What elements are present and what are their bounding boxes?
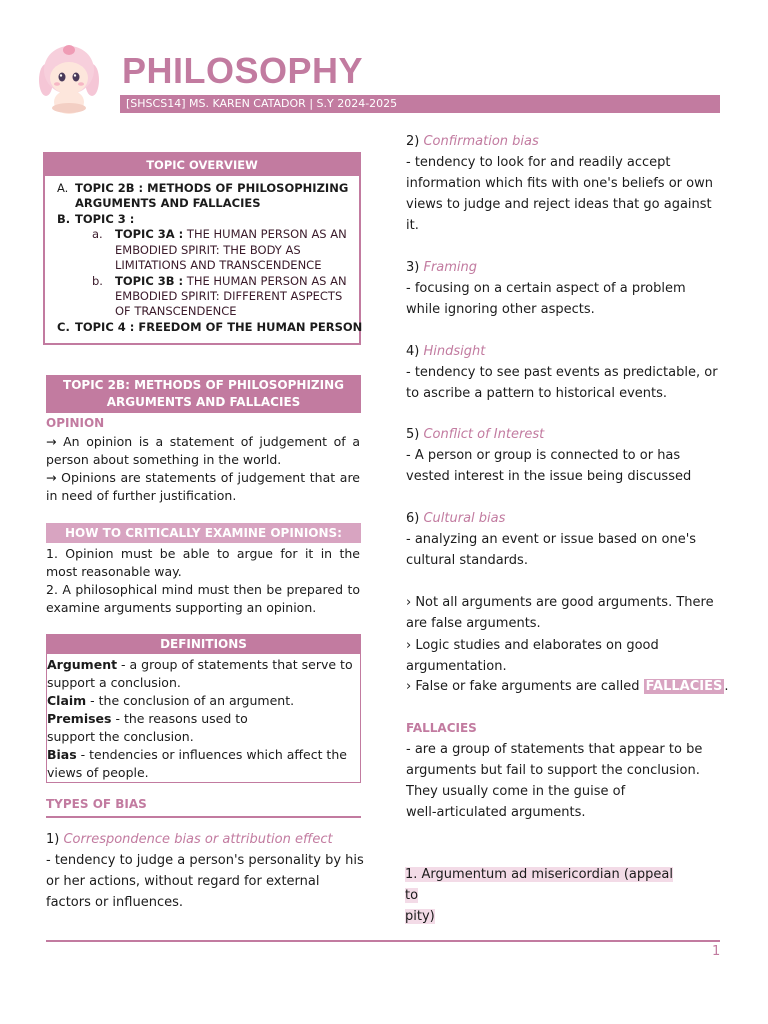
def-argument-text1: - a group of statements that serve to: [117, 657, 353, 672]
overview-b-text: TOPIC 3 :: [75, 212, 135, 226]
opinion-label: OPINION: [46, 416, 105, 430]
overview-bb-line1: [115, 274, 347, 290]
overview-a-marker: A.: [57, 181, 69, 195]
note-1-line1: › Not all arguments are good arguments. There: [406, 595, 714, 610]
examine-item-1: 1. Opinion must be able to argue for it in the most reasonable way.: [46, 546, 360, 579]
def-claim-term: Claim: [47, 693, 87, 708]
bias-6-desc1: - analyzing an event or issue based on one's: [406, 532, 697, 547]
bias-4-title: [406, 341, 485, 362]
bias-1-desc3: factors or influences.: [46, 895, 183, 910]
examine-heading: HOW TO CRITICALLY EXAMINE OPINIONS:: [46, 523, 361, 543]
overview-ba-bold: TOPIC 3A :: [115, 227, 184, 241]
bias-2-desc2: information which fits with one's beliefs or own: [406, 176, 713, 191]
bias-6-desc2: cultural standards.: [406, 553, 528, 568]
fallacies-desc2: arguments but fail to support the conclusion.: [406, 763, 700, 778]
def-premises-line2: support the conclusion.: [47, 729, 194, 744]
overview-c-text: TOPIC 4 : FREEDOM OF THE HUMAN PERSON: [75, 320, 363, 334]
bias-3-num: 3): [406, 260, 420, 275]
opinion-point-2: → Opinions are statements of judgement that are in need of further justification.: [46, 470, 360, 503]
note-2-line1: › Logic studies and elaborates on good: [406, 638, 659, 653]
fallacies-desc3: They usually come in the guise of: [406, 784, 626, 799]
bias-3-title: [406, 257, 477, 278]
bias-3-name: Framing: [423, 260, 478, 275]
bias-4-name: Hindsight: [423, 344, 486, 359]
def-claim-line: [47, 692, 294, 710]
bias-4-num: 4): [406, 344, 420, 359]
def-argument-line2: support a conclusion.: [47, 675, 181, 690]
bias-1-desc1: - tendency to judge a person's personality by his: [46, 853, 364, 868]
bias-6-title: [406, 508, 505, 529]
course-info-bar: [SHSCS14] MS. KAREN CATADOR | S.Y 2024-2025: [120, 95, 720, 113]
note-2-line2: argumentation.: [406, 659, 507, 674]
bias-divider: [46, 816, 361, 818]
bias-1-title: [46, 829, 333, 850]
overview-c-marker: C.: [57, 320, 70, 334]
bias-6-num: 6): [406, 511, 420, 526]
bias-1-name: Correspondence bias or attribution effect: [63, 832, 333, 847]
overview-ba-text1: THE HUMAN PERSON AS AN: [183, 227, 347, 241]
overview-b-marker: B.: [57, 212, 71, 226]
bias-3-desc1: - focusing on a certain aspect of a problem: [406, 281, 686, 296]
overview-ba-marker: a.: [92, 227, 103, 241]
definitions-box: [46, 634, 361, 783]
note-3-line: [406, 676, 728, 697]
bias-4-desc2: to ascribe a pattern to historical events.: [406, 386, 668, 401]
def-premises-line1: [47, 710, 248, 728]
note-3-text: › False or fake arguments are called: [406, 679, 644, 694]
fallacies-heading: FALLACIES: [406, 721, 477, 735]
bias-2-num: 2): [406, 134, 420, 149]
note-1-line2: are false arguments.: [406, 616, 541, 631]
mascot-bunny-icon: [34, 42, 104, 114]
def-bias-term: Bias: [47, 747, 77, 762]
bias-3-desc2: while ignoring other aspects.: [406, 302, 595, 317]
overview-a-line2: ARGUMENTS AND FALLACIES: [75, 196, 261, 210]
bias-2-desc3: views to judge and reject ideas that go against: [406, 197, 712, 212]
def-bias-text1: - tendencies or influences which affect the: [76, 747, 347, 762]
topic-overview-heading: TOPIC OVERVIEW: [45, 154, 359, 176]
overview-ba-line3: LIMITATIONS AND TRANSCENDENCE: [115, 258, 322, 272]
examine-item-2: 2. A philosophical mind must then be prepared to examine arguments supporting an opinion.: [46, 582, 360, 615]
overview-a-line1: TOPIC 2B : METHODS OF PHILOSOPHIZING: [75, 181, 349, 195]
def-premises-term: Premises: [47, 711, 112, 726]
fallacy-item-1: [405, 864, 687, 927]
bias-5-num: 5): [406, 427, 420, 442]
bias-5-title: [406, 424, 544, 445]
fallacies-highlight: FALLACIES: [645, 679, 723, 694]
bias-1-desc2: or her actions, without regard for external: [46, 874, 320, 889]
overview-bb-line2: EMBODIED SPIRIT: DIFFERENT ASPECTS: [115, 289, 343, 303]
page-number: 1: [712, 944, 721, 959]
def-bias-line2: views of people.: [47, 765, 149, 780]
fallacy-item-1-line1: 1. Argumentum ad misericordian (appeal to: [405, 867, 673, 903]
bias-2-desc1: - tendency to look for and readily accept: [406, 155, 671, 170]
def-argument-line1: [47, 656, 353, 674]
fallacies-desc1: - are a group of statements that appear to be: [406, 742, 703, 757]
overview-bb-marker: b.: [92, 274, 103, 288]
topic2b-heading-line1: TOPIC 2B: METHODS OF PHILOSOPHIZING: [63, 378, 344, 392]
bias-5-name: Conflict of Interest: [423, 427, 545, 442]
def-claim-text: - the conclusion of an argument.: [86, 693, 295, 708]
overview-bb-text1: THE HUMAN PERSON AS AN: [183, 274, 347, 288]
footer-divider: [46, 940, 720, 942]
bias-2-name: Confirmation bias: [423, 134, 539, 149]
def-argument-term: Argument: [47, 657, 118, 672]
page-title: PHILOSOPHY: [122, 50, 364, 91]
topic2b-heading-line2: ARGUMENTS AND FALLACIES: [106, 395, 301, 409]
bias-2-title: [406, 131, 539, 152]
fallacies-desc4: well-articulated arguments.: [406, 805, 586, 820]
opinion-point-1: → An opinion is a statement of judgement of a person about something in the world.: [46, 434, 360, 467]
bias-6-name: Cultural bias: [423, 511, 506, 526]
overview-bb-line3: OF TRANSCENDENCE: [115, 304, 237, 318]
bias-2-desc4: it.: [406, 218, 419, 233]
overview-ba-line2: EMBODIED SPIRIT: THE BODY AS: [115, 243, 301, 257]
def-bias-line1: [47, 746, 347, 764]
overview-ba-line1: [115, 227, 347, 243]
bias-5-desc2: vested interest in the issue being discussed: [406, 469, 692, 484]
fallacy-item-1-line2: pity): [405, 909, 435, 924]
definitions-heading: DEFINITIONS: [47, 635, 360, 654]
topic2b-heading: [46, 375, 361, 413]
types-of-bias-heading: TYPES OF BIAS: [46, 797, 147, 811]
def-premises-text1: - the reasons used to: [111, 711, 248, 726]
note-3-end: .: [724, 679, 729, 694]
bias-4-desc1: - tendency to see past events as predictable, or: [406, 365, 718, 380]
bias-5-desc1: - A person or group is connected to or has: [406, 448, 681, 463]
overview-bb-bold: TOPIC 3B :: [115, 274, 184, 288]
bias-1-num: 1): [46, 832, 60, 847]
